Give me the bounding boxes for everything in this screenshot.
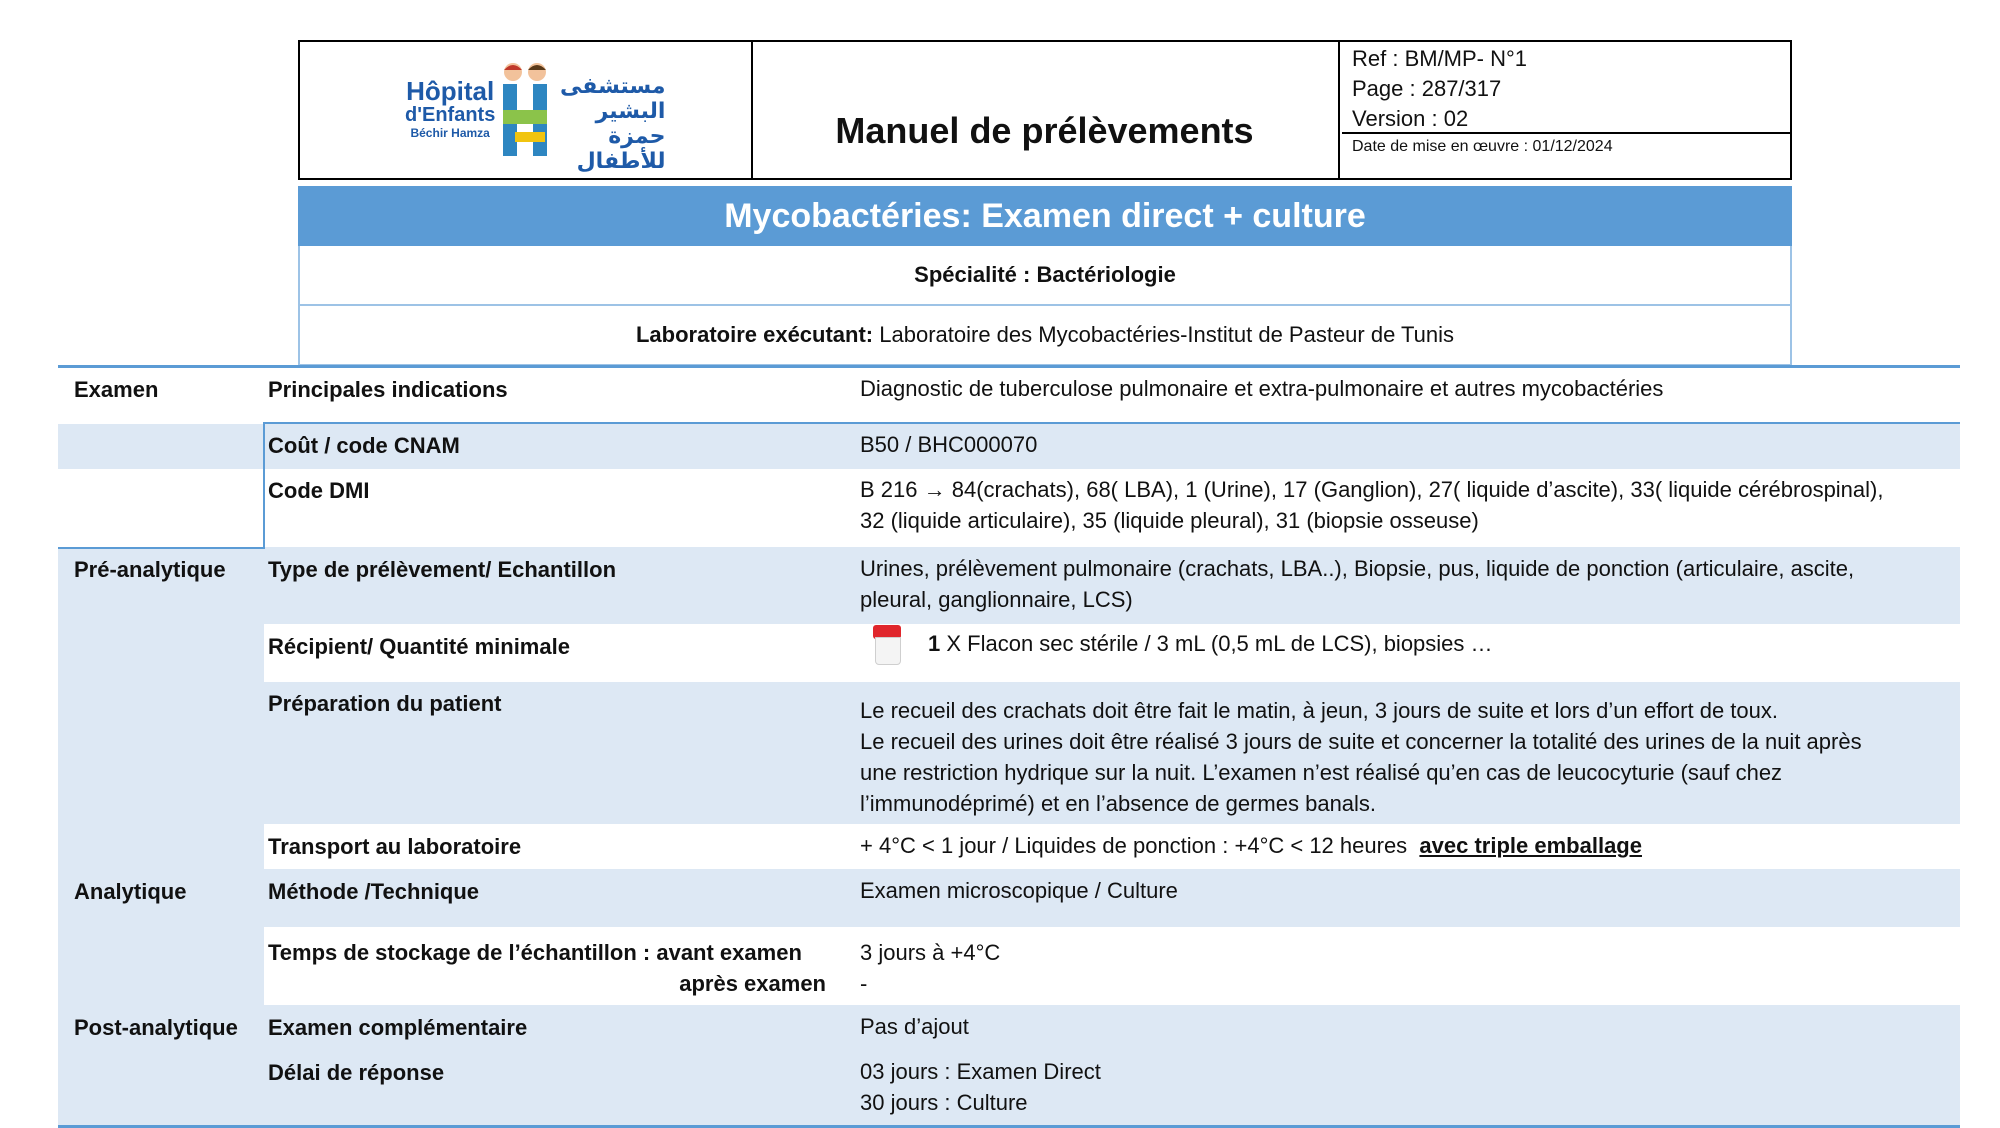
specialty-value: Bactériologie <box>1036 262 1176 287</box>
examen-bracket-side <box>263 424 265 549</box>
logo-cell <box>300 42 753 178</box>
examen-bracket-bottom <box>58 547 265 549</box>
complementary-label: Examen complémentaire <box>268 1015 528 1040</box>
section-examen: Examen <box>74 377 159 402</box>
specimen-type-label: Type de prélèvement/ Echantillon <box>268 557 617 582</box>
storage-label: Temps de stockage de l’échantillon : avant examen après examen <box>268 940 826 996</box>
transport-label: Transport au laboratoire <box>268 834 522 859</box>
indications-label: Principales indications <box>268 377 508 402</box>
section-analytique: Analytique <box>74 879 187 904</box>
specimen-tube-icon <box>870 623 904 667</box>
turnaround-label: Délai de réponse <box>268 1060 445 1085</box>
method-value: Examen microscopique / Culture <box>860 878 1178 903</box>
transport-emphasis: avec triple emballage <box>1419 833 1642 858</box>
cost-value: B50 / BHC000070 <box>860 432 1038 457</box>
specimen-type-value: Urines, prélèvement pulmonaire (crachats, LBA..), Biopsie, pus, liquide de ponction (articulaire, ascite, pleural, ganglionnaire, LCS) <box>860 556 1855 612</box>
document-header <box>298 40 1792 180</box>
cost-label: Coût / code CNAM <box>268 433 460 458</box>
container-qty: 1 <box>928 630 941 656</box>
complementary-value: Pas d’ajout <box>860 1014 969 1039</box>
examen-bracket-top <box>263 422 1960 424</box>
storage-value: 3 jours à +4°C - <box>860 940 1001 996</box>
table-top-rule <box>58 365 1960 368</box>
transport-value: + 4°C < 1 jour / Liquides de ponction : +4°C < 12 heures avec triple emballage <box>860 833 1642 858</box>
preparation-label: Préparation du patient <box>268 691 502 716</box>
page-number: Page : 287/317 <box>1352 76 1502 101</box>
section-pre-analytique: Pré-analytique <box>74 557 226 582</box>
specialty-row <box>298 246 1792 306</box>
section-post-analytique: Post-analytique <box>74 1015 238 1040</box>
exam-table <box>58 365 1960 1128</box>
specialty-label: Spécialité : <box>914 262 1031 287</box>
laboratory-row <box>298 306 1792 366</box>
document-meta <box>1352 44 1527 134</box>
meta-cell <box>1342 42 1790 178</box>
turnaround-value: 03 jours : Examen Direct 30 jours : Culture <box>860 1059 1101 1115</box>
title-cell <box>751 42 1340 178</box>
effective-date: Date de mise en œuvre : 01/12/2024 <box>1352 138 1613 155</box>
dmi-value: B 216 → 84(crachats), 68( LBA), 1 (Urine), 17 (Ganglion), 27( liquide d’ascite), 33( liquide cérébrospinal), 32 (liquide articulaire), 35 (liquide pleural), 31 (biopsie osseuse) <box>860 477 1884 533</box>
version: Version : 02 <box>1352 106 1469 131</box>
container-value: 1 X Flacon sec stérile / 3 mL (0,5 mL de LCS), biopsies … <box>860 623 1930 667</box>
preparation-value: Le recueil des crachats doit être fait le matin, à jeun, 3 jours de suite et lors d’un effort de toux. Le recueil des urines doit être réalisé 3 jours de suite et concerner la totalité des urines de la nuit après une restriction hydrique sur la nuit. L’examen n’est réalisé qu’en cas de leucocyturie (sauf chez l’immunodéprimé) et en l’absence de germes banals. <box>860 698 1862 816</box>
exam-title-band <box>298 186 1792 246</box>
ref-number: Ref : BM/MP- N°1 <box>1352 46 1528 71</box>
logo-french-text: Hôpital d'Enfants Béchir Hamza <box>405 76 496 140</box>
exam-title: Mycobactéries: Examen direct + culture <box>724 196 1366 235</box>
meta-divider <box>1342 132 1790 134</box>
container-label: Récipient/ Quantité minimale <box>268 634 570 659</box>
logo-arabic-text: مستشفى البشير حمزة للأطفال <box>560 74 666 174</box>
indications-value: Diagnostic de tuberculose pulmonaire et extra-pulmonaire et autres mycobactéries <box>860 376 1664 401</box>
hospital-logo <box>405 60 666 174</box>
laboratory-label: Laboratoire exécutant: <box>635 322 874 347</box>
method-label: Méthode /Technique <box>268 879 480 904</box>
hospital-h-icon <box>495 60 555 160</box>
dmi-label: Code DMI <box>268 478 370 503</box>
laboratory-value: Laboratoire des Mycobactéries-Institut de Pasteur de Tunis <box>879 322 1455 347</box>
manual-title: Manuel de prélèvements <box>835 110 1254 151</box>
